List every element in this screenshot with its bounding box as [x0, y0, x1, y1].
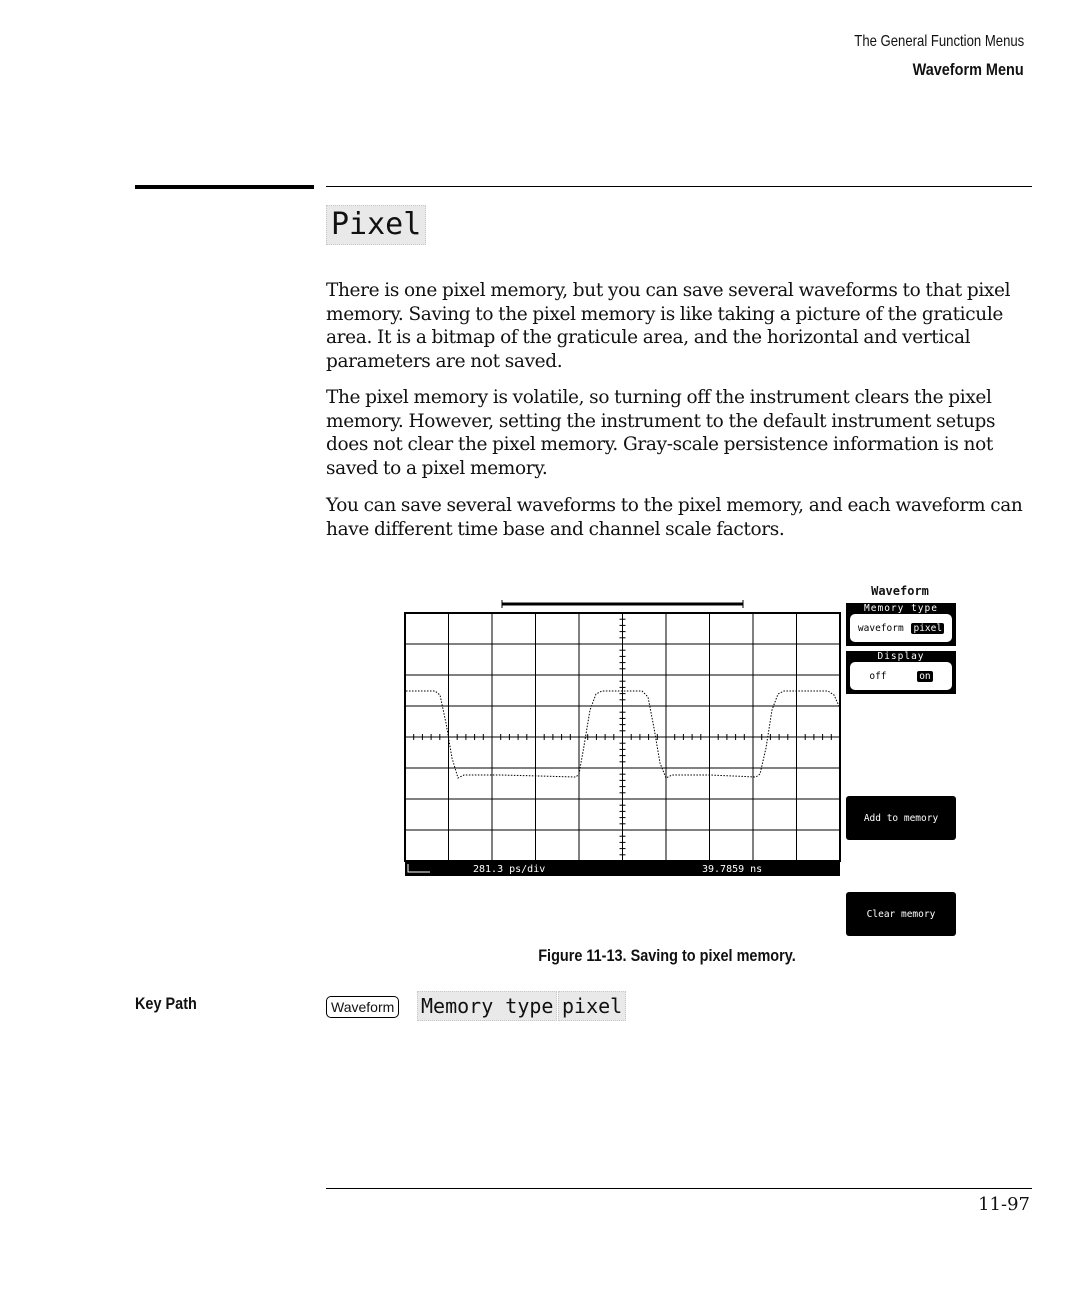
softkey-menu-title: Waveform: [871, 584, 929, 598]
display-label: Display: [877, 651, 925, 662]
section-rule-thick: [135, 185, 314, 189]
page-number: 11-97: [978, 1194, 1030, 1215]
graticule-display: [380, 598, 842, 898]
footer-rule: [326, 1188, 1032, 1189]
waveform-hardkey: Waveform: [326, 996, 399, 1018]
paragraph-1: There is one pixel memory, but you can save several waveforms to that pixel memory. Saving to the pixel memory is like taking a picture of the graticule area. It is a bitmap of the graticule area, and the horizontal and vertical parameters are not saved.: [326, 280, 1011, 373]
memory-type-softkey[interactable]: [846, 603, 956, 646]
section-title: Pixel: [326, 205, 426, 245]
display-option-off: off: [869, 670, 887, 682]
running-header-section: The General Function Menus: [854, 33, 1024, 50]
key-path-softkey-pixel: pixel: [558, 991, 626, 1021]
add-to-memory-softkey[interactable]: Add to memory: [846, 796, 956, 840]
paragraph-2: The pixel memory is volatile, so turning off the instrument clears the pixel memory. However, setting the instrument to the default instrument setups does not clear the pixel memory. Gray-scale persistence information is not saved to a pixel memory.: [326, 387, 996, 480]
figure-caption: Figure 11-13. Saving to pixel memory.: [537, 946, 796, 965]
paragraph-3: You can save several waveforms to the pixel memory, and each waveform can have different time base and channel scale factors.: [326, 495, 1023, 540]
timebase-readout: 281.3 ps/div: [473, 864, 546, 875]
oscilloscope-figure: [380, 580, 980, 945]
delay-readout: 39.7859 ns: [702, 864, 763, 875]
running-header-subsection: Waveform Menu: [912, 60, 1024, 79]
memory-type-label: Memory type: [864, 603, 938, 614]
clear-memory-softkey[interactable]: Clear memory: [846, 892, 956, 936]
section-rule-thin: [326, 186, 1032, 187]
key-path-label: Key Path: [135, 994, 197, 1013]
memory-type-option-waveform: waveform: [857, 622, 904, 634]
status-bar: [405, 861, 840, 876]
display-option-on: on: [919, 670, 931, 682]
display-softkey[interactable]: [846, 651, 956, 694]
memory-type-option-pixel: pixel: [913, 622, 943, 634]
key-path-softkey-memory-type: Memory type: [417, 991, 557, 1021]
